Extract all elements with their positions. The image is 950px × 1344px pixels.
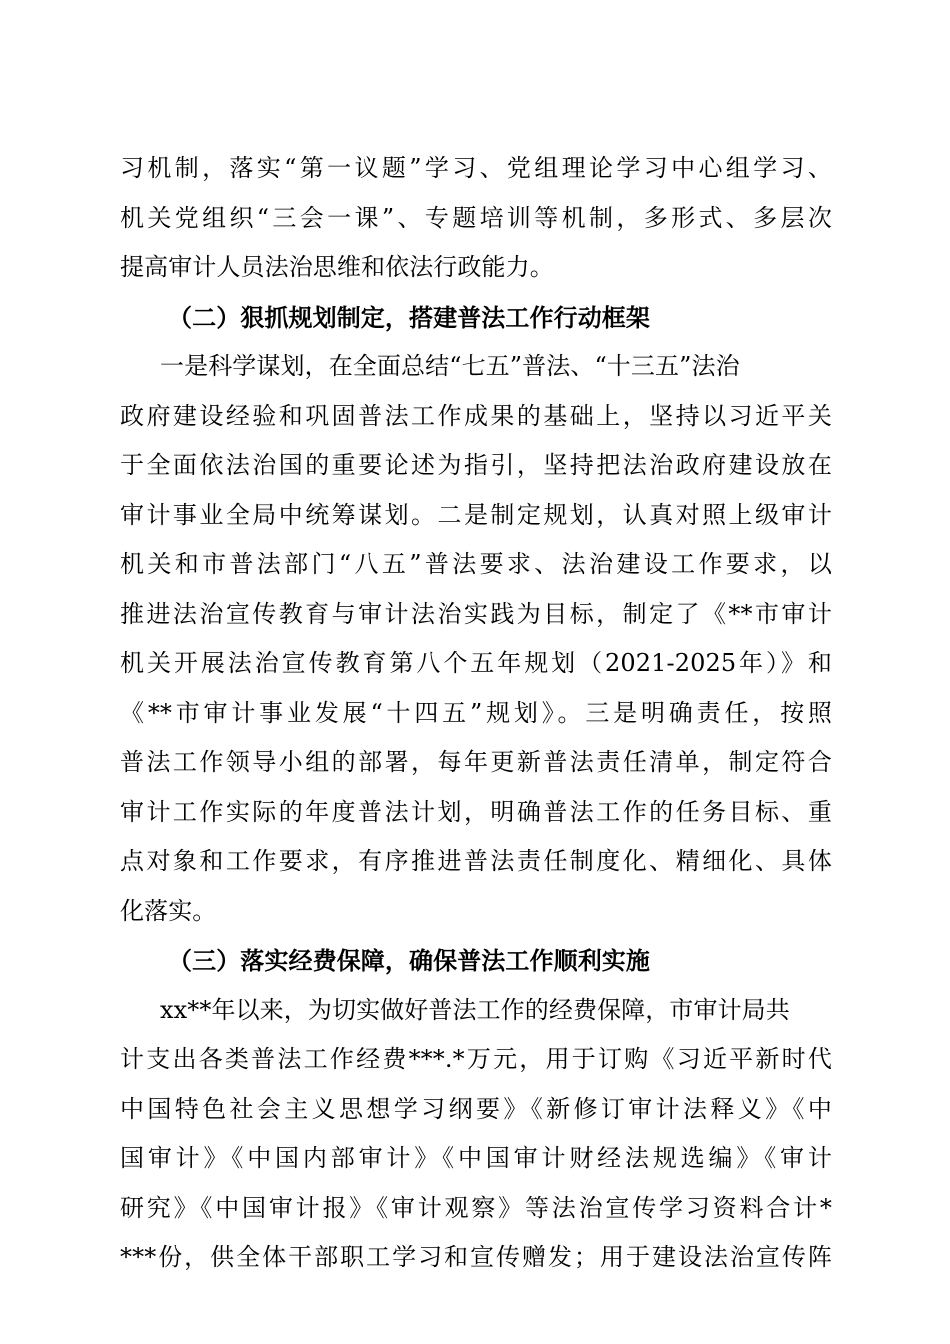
text-line: 《**市审计事业发展“十四五”规划》。三是明确责任，按照: [120, 698, 832, 727]
text-line: 研究》《中国审计报》《审计观察》等法治宣传学习资料合计*: [120, 1193, 832, 1222]
text-line: 提高审计人员法治思维和依法行政能力。: [120, 253, 554, 281]
text-line: 普法工作领导小组的部署，每年更新普法责任清单，制定符合: [120, 748, 832, 776]
text-line: 国审计》《中国内部审计》《中国审计财经法规选编》《审计: [120, 1144, 832, 1172]
text-line: 机关开展法治宣传教育第八个五年规划（2021-2025年）》和: [120, 649, 832, 677]
text-line: 点对象和工作要求，有序推进普法责任制度化、精细化、具体: [120, 847, 832, 875]
text-line: 习机制，落实“第一议题”学习、党组理论学习中心组学习、: [120, 154, 832, 182]
text-line: 中国特色社会主义思想学习纲要》《新修订审计法释义》《中: [120, 1094, 832, 1123]
text-line: 政府建设经验和巩固普法工作成果的基础上，坚持以习近平关: [120, 401, 832, 430]
section-heading: （三）落实经费保障，确保普法工作顺利实施: [168, 946, 650, 975]
section-heading: （二）狠抓规划制定，搭建普法工作行动框架: [168, 302, 650, 332]
text-line: 推进法治宣传教育与审计法治实践为目标，制定了《**市审计: [120, 599, 832, 628]
paragraph-first-line: 一是科学谋划，在全面总结“七五”普法、“十三五”法治: [160, 352, 740, 380]
document-body: [120, 144, 832, 1283]
text-line: 计支出各类普法工作经费***.*万元，用于订购《习近平新时代: [120, 1045, 832, 1073]
text-line: 化落实。: [120, 896, 217, 925]
text-line: ***份，供全体干部职工学习和宣传赠发；用于建设法治宣传阵: [120, 1243, 832, 1271]
paragraph-first-line: xx**年以来，为切实做好普法工作的经费保障，市审计局共: [160, 995, 790, 1024]
text-line: 机关和市普法部门“八五”普法要求、法治建设工作要求，以: [120, 550, 832, 578]
text-line: 于全面依法治国的重要论述为指引，坚持把法治政府建设放在: [120, 451, 832, 479]
text-line: 审计工作实际的年度普法计划，明确普法工作的任务目标、重: [120, 797, 832, 826]
text-line: 审计事业全局中统筹谋划。二是制定规划，认真对照上级审计: [120, 500, 832, 529]
text-line: 机关党组织“三会一课”、专题培训等机制，多形式、多层次: [120, 203, 832, 232]
